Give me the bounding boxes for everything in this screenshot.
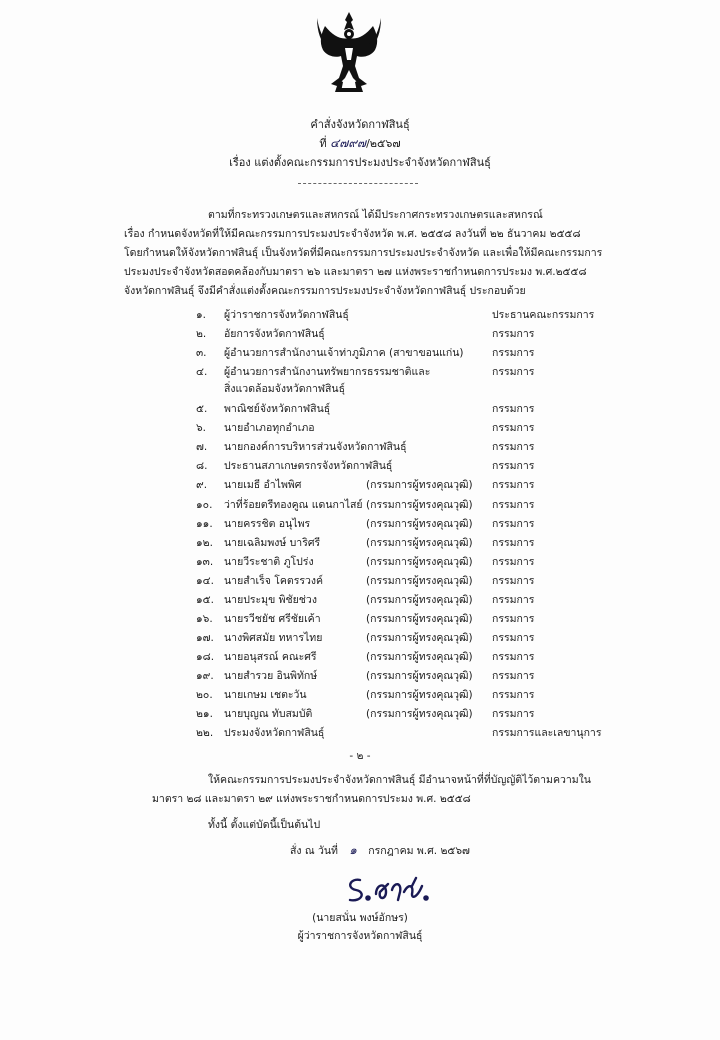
member-number: ๒. (196, 328, 207, 341)
member-role: กรรมการ (492, 422, 535, 435)
member-note: (กรรมการผู้ทรงคุณวุฒิ) (366, 669, 473, 682)
member-row (196, 308, 616, 322)
member-row (196, 688, 616, 702)
member-row (196, 631, 616, 645)
member-name: ประธานสภาเกษตรกรจังหวัดกาฬสินธุ์ (224, 460, 393, 473)
member-name: อัยการจังหวัดกาฬสินธุ์ (224, 328, 325, 341)
member-role: กรรมการ (492, 574, 535, 587)
member-number: ๒๑. (196, 708, 213, 721)
page-marker: - ๒ - (349, 750, 371, 762)
member-role: กรรมการ (492, 612, 535, 625)
order-number (0, 136, 720, 151)
member-name: นายครรชิต อนุไพร (224, 517, 311, 530)
order-subject: เรื่อง แต่งตั้งคณะกรรมการประมงประจำจังหวัดกาฬสินธุ์ (229, 156, 491, 169)
member-note: (กรรมการผู้ทรงคุณวุฒิ) (366, 708, 473, 721)
handwritten-signature (342, 872, 434, 908)
member-number: ๑๑. (196, 517, 213, 530)
member-number: ๑๒. (196, 536, 213, 549)
member-row (196, 498, 616, 512)
member-name: ว่าที่ร้อยตรีทองคูณ แดนกาไสย์ (224, 498, 363, 511)
member-row (196, 440, 616, 454)
closing-line: มาตรา ๒๘ และมาตรา ๒๙ แห่งพระราชกำหนดการประมง พ.ศ. ๒๕๕๘ (152, 793, 471, 805)
signer-position: ผู้ว่าราชการจังหวัดกาฬสินธุ์ (297, 930, 423, 942)
member-name: นายประมุข พิชัยช่วง (224, 593, 317, 606)
member-role: กรรมการ (492, 441, 535, 454)
member-role: กรรมการ (492, 555, 535, 568)
member-row (196, 346, 616, 360)
body-line: จังหวัดกาฬสินธุ์ จึงมีคำสั่งแต่งตั้งคณะกรรมการประมงประจำจังหวัดกาฬสินธุ์ ประกอบด้วย (124, 285, 526, 297)
member-role: กรรมการ (492, 366, 535, 379)
member-row (196, 402, 616, 416)
closing-line: ให้คณะกรรมการประมงประจำจังหวัดกาฬสินธุ์ มีอำนาจหน้าที่ที่บัญญัติไว้ตามความใน (208, 774, 591, 786)
member-note: (กรรมการผู้ทรงคุณวุฒิ) (366, 479, 473, 492)
member-name: นางพิศสมัย ทหารไทย (224, 631, 323, 644)
order-date (290, 843, 470, 858)
effective-line: ทั้งนี้ ตั้งแต่บัดนี้เป็นต้นไป (208, 819, 321, 831)
member-name: นายเกษม เชตะวัน (224, 689, 307, 702)
member-note: (กรรมการผู้ทรงคุณวุฒิ) (366, 650, 473, 663)
member-row (196, 669, 616, 683)
member-name: นายอนุสรณ์ คณะศรี (224, 650, 317, 663)
member-row (196, 612, 616, 626)
member-name: นายสำเร็จ โคตรรวงค์ (224, 574, 324, 587)
member-row (196, 459, 616, 473)
member-name: นายวีระชาติ ภูโปร่ง (224, 555, 314, 568)
member-name: ผู้อำนวยการสำนักงานทรัพยากรธรรมชาติและ (224, 366, 431, 379)
signer-name: (นายสนั่น พงษ์อักษร) (312, 912, 408, 924)
member-name: นายเมธี อำไพพิศ (224, 479, 302, 492)
member-number: ๒๐. (196, 689, 213, 702)
member-name: นายอำเภอทุกอำเภอ (224, 422, 315, 435)
member-note: (กรรมการผู้ทรงคุณวุฒิ) (366, 555, 473, 568)
member-name: นายสำรวย อินพิทักษ์ (224, 669, 318, 682)
member-name: พาณิชย์จังหวัดกาฬสินธุ์ (224, 403, 331, 416)
member-name: นายกองค์การบริหารส่วนจังหวัดกาฬสินธุ์ (224, 441, 407, 454)
member-row (196, 536, 616, 550)
body-line: ตามที่กระทรวงเกษตรและสหกรณ์ ได้มีประกาศกระทรวงเกษตรและสหกรณ์ (208, 209, 543, 221)
member-name-continued: สิ่งแวดล้อมจังหวัดกาฬสินธุ์ (224, 383, 346, 396)
member-row (196, 707, 616, 721)
member-row (196, 421, 616, 435)
member-row (196, 593, 616, 607)
body-line: เรื่อง กำหนดจังหวัดที่ให้มีคณะกรรมการประมงประจำจังหวัด พ.ศ. ๒๕๕๘ ลงวันที่ ๒๒ ธันวาคม ๒๕๕๘ (124, 228, 581, 240)
member-role: กรรมการ (492, 650, 535, 663)
member-number: ๙. (196, 479, 208, 492)
member-number: ๑๔. (196, 574, 214, 587)
member-note: (กรรมการผู้ทรงคุณวุฒิ) (366, 574, 473, 587)
date-rest: กรกฎาคม พ.ศ. ๒๕๖๗ (368, 845, 470, 857)
header-divider (298, 183, 418, 184)
date-prefix: สั่ง ณ วันที่ (290, 845, 338, 857)
member-note: (กรรมการผู้ทรงคุณวุฒิ) (366, 631, 473, 644)
member-name: ประมงจังหวัดกาฬสินธุ์ (224, 727, 325, 740)
order-title: คำสั่งจังหวัดกาฬสินธุ์ (310, 118, 410, 131)
member-role: กรรมการ (492, 328, 535, 341)
member-number: ๘. (196, 460, 208, 473)
member-row (196, 478, 616, 492)
member-number: ๑๕. (196, 593, 214, 606)
member-role: กรรมการและเลขานุการ (492, 727, 602, 740)
member-number: ๔. (196, 366, 208, 379)
member-number: ๓. (196, 347, 207, 360)
member-row (196, 517, 616, 531)
member-number: ๒๒. (196, 727, 214, 740)
member-number: ๗. (196, 441, 208, 454)
member-note: (กรรมการผู้ทรงคุณวุฒิ) (366, 612, 473, 625)
date-day-handwritten: ๑ (349, 843, 357, 857)
order-number-suffix: /๒๕๖๗ (366, 137, 401, 150)
member-role: กรรมการ (492, 708, 535, 721)
member-number: ๑๘. (196, 650, 215, 663)
member-role: กรรมการ (492, 689, 535, 702)
member-name: นายเฉลิมพงษ์ บาริศรี (224, 536, 321, 549)
member-number: ๑. (196, 309, 207, 321)
member-note: (กรรมการผู้ทรงคุณวุฒิ) (366, 517, 473, 530)
member-row (196, 327, 616, 341)
member-role: กรรมการ (492, 403, 535, 416)
member-name: นายบุญณ ทับสมบัติ (224, 708, 313, 721)
member-role: กรรมการ (492, 517, 535, 530)
member-note: (กรรมการผู้ทรงคุณวุฒิ) (366, 536, 473, 549)
member-note: (กรรมการผู้ทรงคุณวุฒิ) (366, 498, 473, 511)
member-name: นายรวีชยัช ศรีชัยเค้า (224, 612, 321, 625)
member-row (196, 726, 616, 740)
member-number: ๑๙. (196, 669, 214, 682)
member-note: (กรรมการผู้ทรงคุณวุฒิ) (366, 593, 473, 606)
garuda-emblem (313, 8, 385, 94)
body-line: โดยกำหนดให้จังหวัดกาฬสินธุ์ เป็นจังหวัดที่มีคณะกรรมการประมงประจำจังหวัด และเพื่อให้มีคณะกรรมการ (124, 247, 603, 259)
member-role: กรรมการ (492, 631, 535, 644)
member-role: กรรมการ (492, 479, 535, 492)
member-row (196, 650, 616, 664)
member-row (196, 574, 616, 588)
member-name: ผู้ว่าราชการจังหวัดกาฬสินธุ์ (224, 309, 349, 321)
member-role: ประธานคณะกรรมการ (492, 309, 595, 321)
member-number: ๖. (196, 422, 207, 435)
member-row (196, 555, 616, 569)
member-role: กรรมการ (492, 669, 535, 682)
member-number: ๑๖. (196, 612, 213, 625)
member-role: กรรมการ (492, 460, 535, 473)
member-role: กรรมการ (492, 593, 535, 606)
member-role: กรรมการ (492, 536, 535, 549)
member-number: ๑๗. (196, 631, 214, 644)
member-role: กรรมการ (492, 347, 535, 360)
order-number-prefix: ที่ (319, 137, 327, 150)
member-number: ๑๐. (196, 498, 213, 511)
member-number: ๕. (196, 403, 208, 416)
member-row (196, 365, 616, 379)
member-role: กรรมการ (492, 498, 535, 511)
body-line: ประมงประจำจังหวัดสอดคล้องกับมาตรา ๒๖ และมาตรา ๒๗ แห่งพระราชกำหนดการประมง พ.ศ.๒๕๕๘ (124, 266, 587, 278)
member-note: (กรรมการผู้ทรงคุณวุฒิ) (366, 689, 473, 702)
order-number-handwritten: ๔๗๙๗ (330, 136, 367, 150)
member-name: ผู้อำนวยการสำนักงานเจ้าท่าภูมิภาค (สาขาขอนแก่น) (224, 347, 464, 360)
member-number: ๑๓. (196, 555, 214, 568)
